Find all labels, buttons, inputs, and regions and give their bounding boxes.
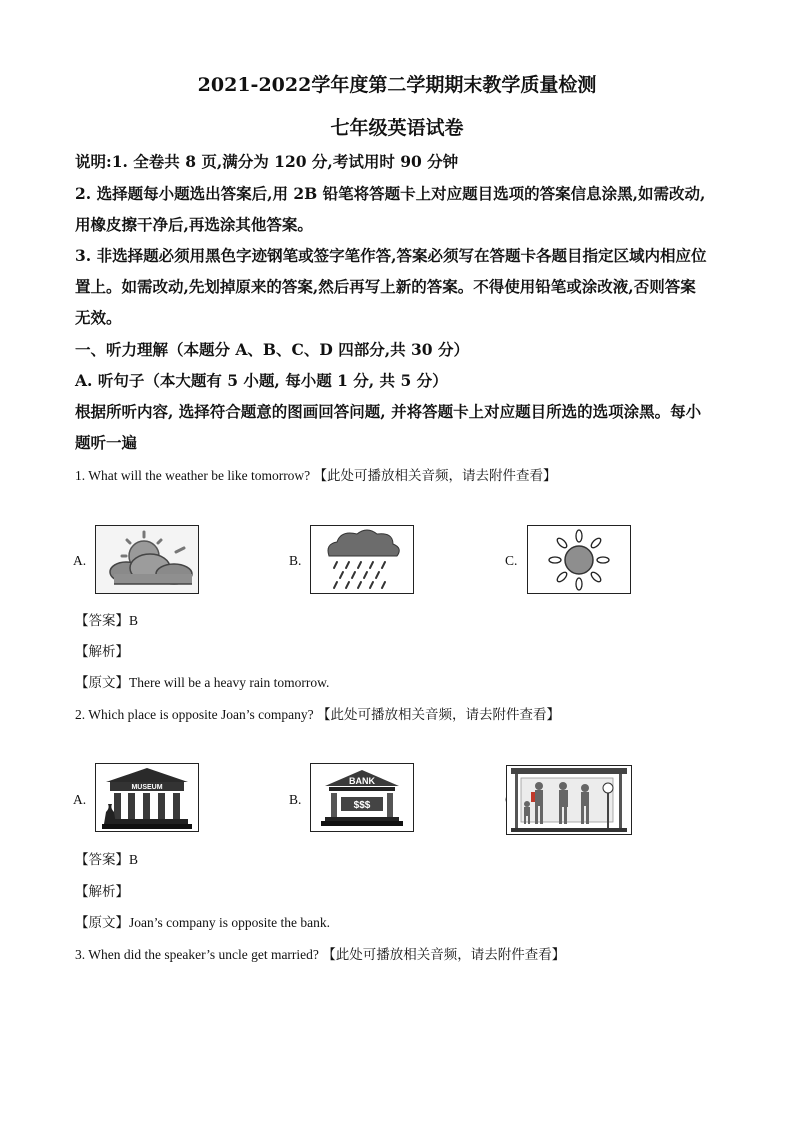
question-1: 1. What will the weather be like tomorrow? 【此处可播放相关音频，请去附件查看】 xyxy=(75,468,557,483)
bank-sign-text: BANK xyxy=(349,776,375,786)
museum-icon xyxy=(96,764,198,831)
instruction-line: 3. 非选择题必须用黑色字迹钢笔或签字笔作答,答案必须写在答题卡各题目指定区域内相应位 xyxy=(75,246,707,265)
rain-weather-image xyxy=(310,525,414,594)
bank-image xyxy=(310,763,414,832)
bank-icon xyxy=(311,764,413,831)
option-label-b: B. xyxy=(289,792,302,807)
instruction-line: 无效。 xyxy=(75,308,122,327)
analysis-label: 【解析】 xyxy=(75,884,129,899)
cloudy-weather-image xyxy=(95,525,199,594)
page-subtitle: 七年级英语试卷 xyxy=(330,117,464,139)
sun-icon xyxy=(528,526,630,593)
instruction-line: 用橡皮擦干净后,再选涂其他答案。 xyxy=(75,215,313,234)
cloud-sun-icon xyxy=(96,526,198,593)
directions-line: 根据所听内容, 选择符合题意的图画回答问题, 并将答题卡上对应题目所选的选项涂黑。每小 xyxy=(75,402,702,421)
answer-label: 【答案】B xyxy=(75,852,139,867)
instruction-line: 说明:1. 全卷共 8 页,满分为 120 分,考试用时 90 分钟 xyxy=(75,152,459,171)
question-2: 2. Which place is opposite Joan’s company? 【此处可播放相关音频，请去附件查看】 xyxy=(75,707,560,722)
part-heading: A. 听句子（本大题有 5 小题, 每小题 1 分, 共 5 分） xyxy=(75,371,448,390)
bank-money-text: $$$ xyxy=(353,800,371,811)
page-title: 2021-2022学年度第二学期期末教学质量检测 xyxy=(197,74,597,96)
instruction-line: 置上。如需改动,先划掉原来的答案,然后再写上新的答案。不得使用铅笔或涂改液,否则答案 xyxy=(75,277,696,296)
museum-sign-text: MUSEUM xyxy=(131,784,163,791)
instruction-line: 2. 选择题每小题选出答案后,用 2B 铅笔将答题卡上对应题目选项的答案信息涂黑,如需改动, xyxy=(75,184,706,203)
analysis-label: 【解析】 xyxy=(75,644,129,659)
original-text: 【原文】There will be a heavy rain tomorrow. xyxy=(75,675,330,690)
sunny-weather-image xyxy=(527,525,631,594)
option-label-c: C. xyxy=(505,553,518,568)
option-label-a: A. xyxy=(73,792,87,807)
bus-stop-icon xyxy=(507,766,631,834)
original-text: 【原文】Joan’s company is opposite the bank. xyxy=(75,915,330,930)
section-heading: 一、听力理解（本题分 A、B、C、D 四部分,共 30 分） xyxy=(75,340,469,359)
bus-stop-image xyxy=(506,765,632,835)
option-label-b: B. xyxy=(289,553,302,568)
directions-line: 题听一遍 xyxy=(75,433,138,452)
question-3: 3. When did the speaker’s uncle get married? 【此处可播放相关音频，请去附件查看】 xyxy=(75,947,566,962)
museum-image xyxy=(95,763,199,832)
rain-cloud-icon xyxy=(311,526,413,593)
option-label-a: A. xyxy=(73,553,87,568)
answer-label: 【答案】B xyxy=(75,613,139,628)
